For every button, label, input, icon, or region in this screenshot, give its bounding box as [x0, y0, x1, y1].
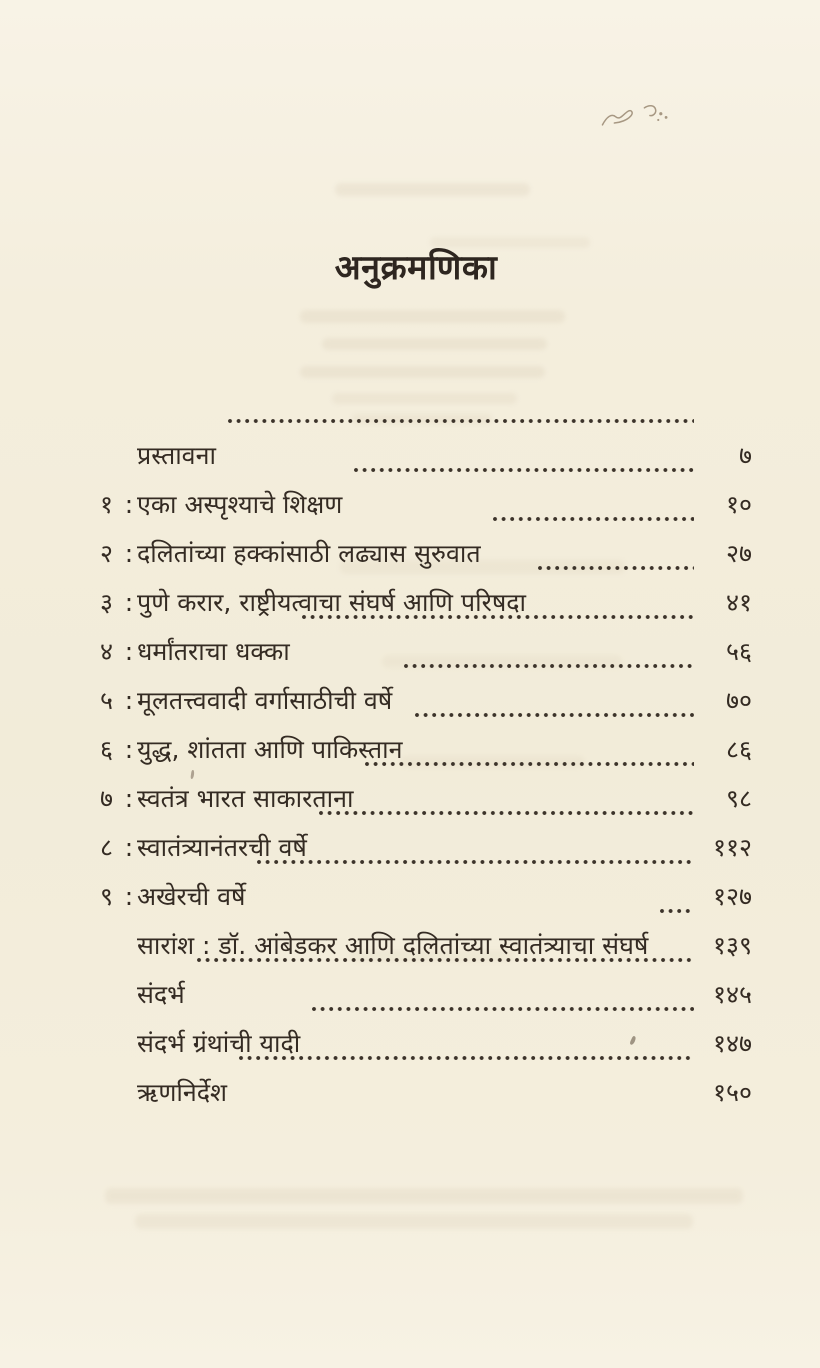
bleed-through-smudge [430, 237, 590, 248]
chapter-title: पुणे करार, राष्ट्रीयत्वाचा संघर्ष आणि परिषदा [137, 588, 527, 617]
toc-entry [100, 682, 752, 731]
toc-entry [100, 633, 752, 682]
toc-entry [100, 731, 752, 780]
handwritten-mark [597, 93, 690, 141]
toc-entry [100, 486, 752, 535]
toc-entry [100, 927, 752, 976]
chapter-separator: : [124, 588, 134, 617]
chapter-separator: : [124, 735, 134, 764]
page-number: १२७ [712, 882, 752, 911]
chapter-separator: : [124, 637, 134, 666]
bleed-through-smudge [332, 393, 517, 404]
chapter-title: प्रस्तावना [137, 441, 216, 470]
page-title: अनुक्रमणिका [334, 248, 498, 288]
chapter-number: १ [100, 490, 114, 519]
bleed-through-smudge [335, 183, 530, 196]
page-number: २७ [725, 539, 752, 568]
bleed-through-smudge [300, 366, 545, 378]
chapter-separator: : [124, 490, 134, 519]
page-number: १४५ [712, 980, 752, 1009]
bleed-through-smudge [322, 338, 547, 350]
chapter-title: स्वतंत्र भारत साकारताना [137, 784, 354, 813]
bleed-through-smudge [135, 1214, 693, 1229]
chapter-separator: : [124, 784, 134, 813]
chapter-separator: : [124, 539, 134, 568]
toc-entry [100, 829, 752, 878]
chapter-number: ५ [100, 686, 114, 715]
page-number: १० [725, 490, 752, 519]
page-number: ९८ [725, 784, 752, 813]
table-of-contents [100, 437, 752, 1123]
chapter-number: २ [100, 539, 114, 568]
chapter-number: ९ [100, 882, 114, 911]
toc-entry [100, 584, 752, 633]
chapter-title: युद्ध, शांतता आणि पाकिस्तान [137, 735, 403, 764]
chapter-title: दलितांच्या हक्कांसाठी लढ्यास सुरुवात [137, 539, 481, 568]
chapter-title: सारांश : डॉ. आंबेडकर आणि दलितांच्या स्वातंत्र्याचा संघर्ष [137, 931, 649, 960]
toc-entry [100, 535, 752, 584]
chapter-number: ८ [100, 833, 114, 862]
chapter-title: धर्मांतराचा धक्का [137, 637, 290, 666]
bleed-through-smudge [300, 310, 565, 323]
chapter-separator: : [124, 882, 134, 911]
page-number: ७ [738, 441, 752, 470]
page-number: ५६ [725, 637, 752, 666]
chapter-title: मूलतत्त्ववादी वर्गासाठीची वर्षे [137, 686, 393, 715]
chapter-title: एका अस्पृश्याचे शिक्षण [137, 490, 343, 519]
page-number: १५० [712, 1078, 752, 1107]
chapter-title: अखेरची वर्षे [137, 882, 246, 911]
chapter-number: ६ [100, 735, 114, 764]
toc-entry [100, 1025, 752, 1074]
toc-entry [100, 976, 752, 1025]
toc-entry [100, 1074, 752, 1123]
chapter-title: संदर्भ [137, 980, 185, 1009]
toc-entry [100, 780, 752, 829]
toc-entry [100, 878, 752, 927]
chapter-title: स्वातंत्र्यानंतरची वर्षे [137, 833, 307, 862]
page-number: ४१ [725, 588, 752, 617]
page-number: ७० [725, 686, 752, 715]
page-number: ८६ [725, 735, 752, 764]
page-number: ११२ [712, 833, 752, 862]
page-number: १४७ [712, 1029, 752, 1058]
chapter-title: ऋणनिर्देश [137, 1078, 228, 1107]
chapter-separator: : [124, 833, 134, 862]
chapter-title: संदर्भ ग्रंथांची यादी [137, 1029, 301, 1058]
chapter-number: ३ [100, 588, 114, 617]
toc-entry [100, 437, 752, 486]
bleed-through-smudge [105, 1188, 743, 1204]
chapter-separator: : [124, 686, 134, 715]
chapter-number: ७ [100, 784, 114, 813]
chapter-number: ४ [100, 637, 114, 666]
page-number: १३९ [712, 931, 752, 960]
